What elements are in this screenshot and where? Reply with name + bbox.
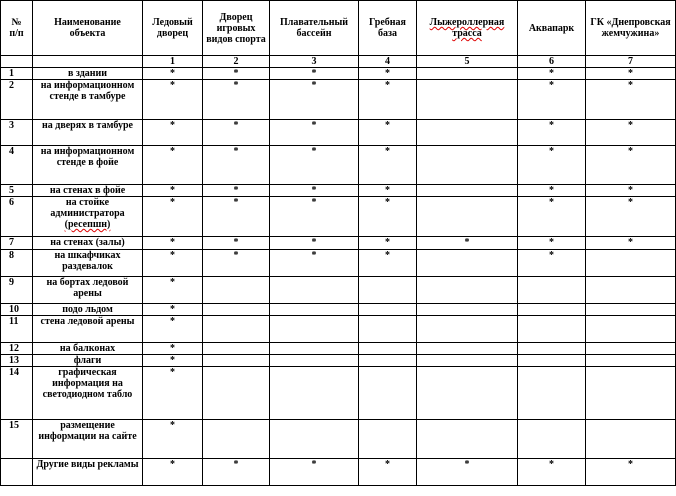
header-col-4: Гребная база [359, 1, 417, 56]
mark-cell: * [586, 120, 676, 146]
header-col-2: Дворец игровых видов спорта [203, 1, 270, 56]
table-body [1, 1, 676, 486]
row-number [1, 459, 33, 486]
mark-cell [203, 420, 270, 459]
row-object-name: размещение информации на сайте [33, 420, 143, 459]
mark-cell: * [203, 68, 270, 80]
mark-cell [359, 343, 417, 355]
row-number: 3 [1, 120, 33, 146]
mark-cell: * [518, 68, 586, 80]
mark-cell: * [143, 120, 203, 146]
mark-cell [586, 355, 676, 367]
mark-cell: * [270, 120, 359, 146]
mark-cell [417, 304, 518, 316]
row-object-name-text: на стойке администратора (ресепшн) [50, 197, 125, 230]
table-row [1, 343, 676, 355]
row-number: 9 [1, 277, 33, 304]
mark-cell [270, 316, 359, 343]
mark-cell: * [143, 197, 203, 237]
mark-cell: * [518, 185, 586, 197]
mark-cell [417, 277, 518, 304]
mark-cell: * [586, 197, 676, 237]
mark-cell [359, 355, 417, 367]
mark-cell [203, 355, 270, 367]
mark-cell: * [143, 250, 203, 277]
table-row [1, 68, 676, 80]
mark-cell [417, 68, 518, 80]
mark-cell [203, 316, 270, 343]
table-row [1, 459, 676, 486]
mark-cell [203, 343, 270, 355]
header-col-5 [417, 1, 518, 56]
mark-cell [359, 420, 417, 459]
mark-cell: * [270, 80, 359, 120]
mark-cell: * [203, 237, 270, 250]
row-object-name: на информационном стенде в фойе [33, 146, 143, 185]
mark-cell: * [359, 250, 417, 277]
row-number: 13 [1, 355, 33, 367]
mark-cell: * [518, 459, 586, 486]
column-number: 6 [518, 56, 586, 68]
table-row [1, 355, 676, 367]
row-object-name: на стенах в фойе [33, 185, 143, 197]
mark-cell: * [417, 459, 518, 486]
row-number: 6 [1, 197, 33, 237]
mark-cell [518, 316, 586, 343]
mark-cell: * [203, 459, 270, 486]
mark-cell: * [586, 459, 676, 486]
row-object-name: графическая информация на светодиодном табло [33, 367, 143, 420]
table-row [1, 420, 676, 459]
table-row [1, 367, 676, 420]
mark-cell: * [518, 120, 586, 146]
mark-cell: * [359, 68, 417, 80]
mark-cell: * [518, 237, 586, 250]
mark-cell [417, 80, 518, 120]
mark-cell: * [359, 80, 417, 120]
mark-cell: * [586, 80, 676, 120]
mark-cell [586, 316, 676, 343]
row-number: 4 [1, 146, 33, 185]
column-number: 4 [359, 56, 417, 68]
mark-cell: * [143, 237, 203, 250]
table-row [1, 304, 676, 316]
mark-cell: * [359, 146, 417, 185]
mark-cell [417, 355, 518, 367]
mark-cell [518, 355, 586, 367]
mark-cell: * [143, 459, 203, 486]
row-object-name: в здании [33, 68, 143, 80]
mark-cell: * [203, 250, 270, 277]
mark-cell: * [143, 185, 203, 197]
header-col-3: Плавательный бассейн [270, 1, 359, 56]
mark-cell [270, 355, 359, 367]
mark-cell [417, 185, 518, 197]
mark-cell: * [203, 197, 270, 237]
mark-cell [586, 304, 676, 316]
mark-cell [417, 316, 518, 343]
mark-cell: * [518, 197, 586, 237]
mark-cell [586, 420, 676, 459]
mark-cell: * [143, 420, 203, 459]
mark-cell: * [270, 146, 359, 185]
row-object-name: на дверях в тамбуре [33, 120, 143, 146]
mark-cell [586, 250, 676, 277]
mark-cell [518, 420, 586, 459]
mark-cell: * [586, 68, 676, 80]
header-row [1, 1, 676, 56]
row-object-name: на бортах ледовой арены [33, 277, 143, 304]
column-number: 3 [270, 56, 359, 68]
header-col-7: ГК «Днепровская жемчужина» [586, 1, 676, 56]
row-number: 10 [1, 304, 33, 316]
mark-cell: * [270, 459, 359, 486]
mark-cell: * [143, 68, 203, 80]
mark-cell: * [518, 80, 586, 120]
mark-cell: * [143, 146, 203, 185]
mark-cell [270, 367, 359, 420]
mark-cell: * [143, 343, 203, 355]
mark-cell: * [143, 304, 203, 316]
mark-cell [203, 367, 270, 420]
row-number: 14 [1, 367, 33, 420]
header-number [1, 1, 33, 56]
row-object-name: на информационном стенде в тамбуре [33, 80, 143, 120]
row-number: 5 [1, 185, 33, 197]
mark-cell [518, 277, 586, 304]
column-number: 5 [417, 56, 518, 68]
mark-cell [518, 343, 586, 355]
mark-cell [518, 304, 586, 316]
column-number: 2 [203, 56, 270, 68]
mark-cell [518, 367, 586, 420]
table-row [1, 185, 676, 197]
row-object-name: на балконах [33, 343, 143, 355]
mark-cell [417, 420, 518, 459]
row-object-name: флаги [33, 355, 143, 367]
column-number-blank [33, 56, 143, 68]
mark-cell: * [270, 185, 359, 197]
mark-cell [417, 367, 518, 420]
row-number: 11 [1, 316, 33, 343]
mark-cell: * [518, 250, 586, 277]
mark-cell [586, 277, 676, 304]
mark-cell: * [143, 316, 203, 343]
mark-cell: * [270, 237, 359, 250]
mark-cell: * [359, 459, 417, 486]
mark-cell: * [143, 277, 203, 304]
row-number: 12 [1, 343, 33, 355]
mark-cell [417, 197, 518, 237]
mark-cell: * [586, 146, 676, 185]
table-row [1, 316, 676, 343]
table-row [1, 250, 676, 277]
row-object-name: стена ледовой арены [33, 316, 143, 343]
mark-cell: * [586, 237, 676, 250]
mark-cell [359, 304, 417, 316]
table-row [1, 277, 676, 304]
mark-cell [417, 120, 518, 146]
row-object-name [33, 197, 143, 237]
mark-cell [270, 277, 359, 304]
row-object-name: на стенах (залы) [33, 237, 143, 250]
mark-cell: * [143, 367, 203, 420]
row-object-name: подо льдом [33, 304, 143, 316]
mark-cell: * [359, 197, 417, 237]
column-number: 1 [143, 56, 203, 68]
header-col-6: Аквапарк [518, 1, 586, 56]
table-row [1, 120, 676, 146]
row-number: 2 [1, 80, 33, 120]
mark-cell [270, 304, 359, 316]
mark-cell [359, 367, 417, 420]
mark-cell [417, 343, 518, 355]
mark-cell [270, 343, 359, 355]
header-number-label: № п/п [9, 17, 24, 39]
mark-cell: * [270, 250, 359, 277]
header-col-1: Ледовый дворец [143, 1, 203, 56]
column-numbers-row [1, 56, 676, 68]
row-number: 1 [1, 68, 33, 80]
column-number-blank [1, 56, 33, 68]
row-number: 7 [1, 237, 33, 250]
mark-cell: * [203, 120, 270, 146]
mark-cell: * [270, 68, 359, 80]
table-row [1, 197, 676, 237]
mark-cell [203, 277, 270, 304]
mark-cell [359, 277, 417, 304]
row-object-name: на шкафчиках раздевалок [33, 250, 143, 277]
mark-cell [586, 367, 676, 420]
mark-cell: * [518, 146, 586, 185]
mark-cell: * [270, 197, 359, 237]
mark-cell: * [586, 185, 676, 197]
mark-cell: * [359, 120, 417, 146]
header-col-5-label: Лыжероллерная трасса [429, 17, 505, 39]
mark-cell: * [203, 185, 270, 197]
mark-cell [417, 146, 518, 185]
row-number: 8 [1, 250, 33, 277]
table-row [1, 146, 676, 185]
mark-cell [417, 250, 518, 277]
mark-cell: * [203, 80, 270, 120]
spellcheck-underline: (ресепшн) [64, 219, 111, 230]
mark-cell: * [417, 237, 518, 250]
mark-cell: * [143, 355, 203, 367]
mark-cell [359, 316, 417, 343]
mark-cell [586, 343, 676, 355]
column-number: 7 [586, 56, 676, 68]
mark-cell [270, 420, 359, 459]
mark-cell: * [359, 237, 417, 250]
header-object-name: Наименование объекта [33, 1, 143, 56]
mark-cell: * [143, 80, 203, 120]
mark-cell: * [359, 185, 417, 197]
row-object-name: Другие виды рекламы [33, 459, 143, 486]
mark-cell [203, 304, 270, 316]
mark-cell: * [203, 146, 270, 185]
table-row [1, 237, 676, 250]
table-row [1, 80, 676, 120]
row-number: 15 [1, 420, 33, 459]
